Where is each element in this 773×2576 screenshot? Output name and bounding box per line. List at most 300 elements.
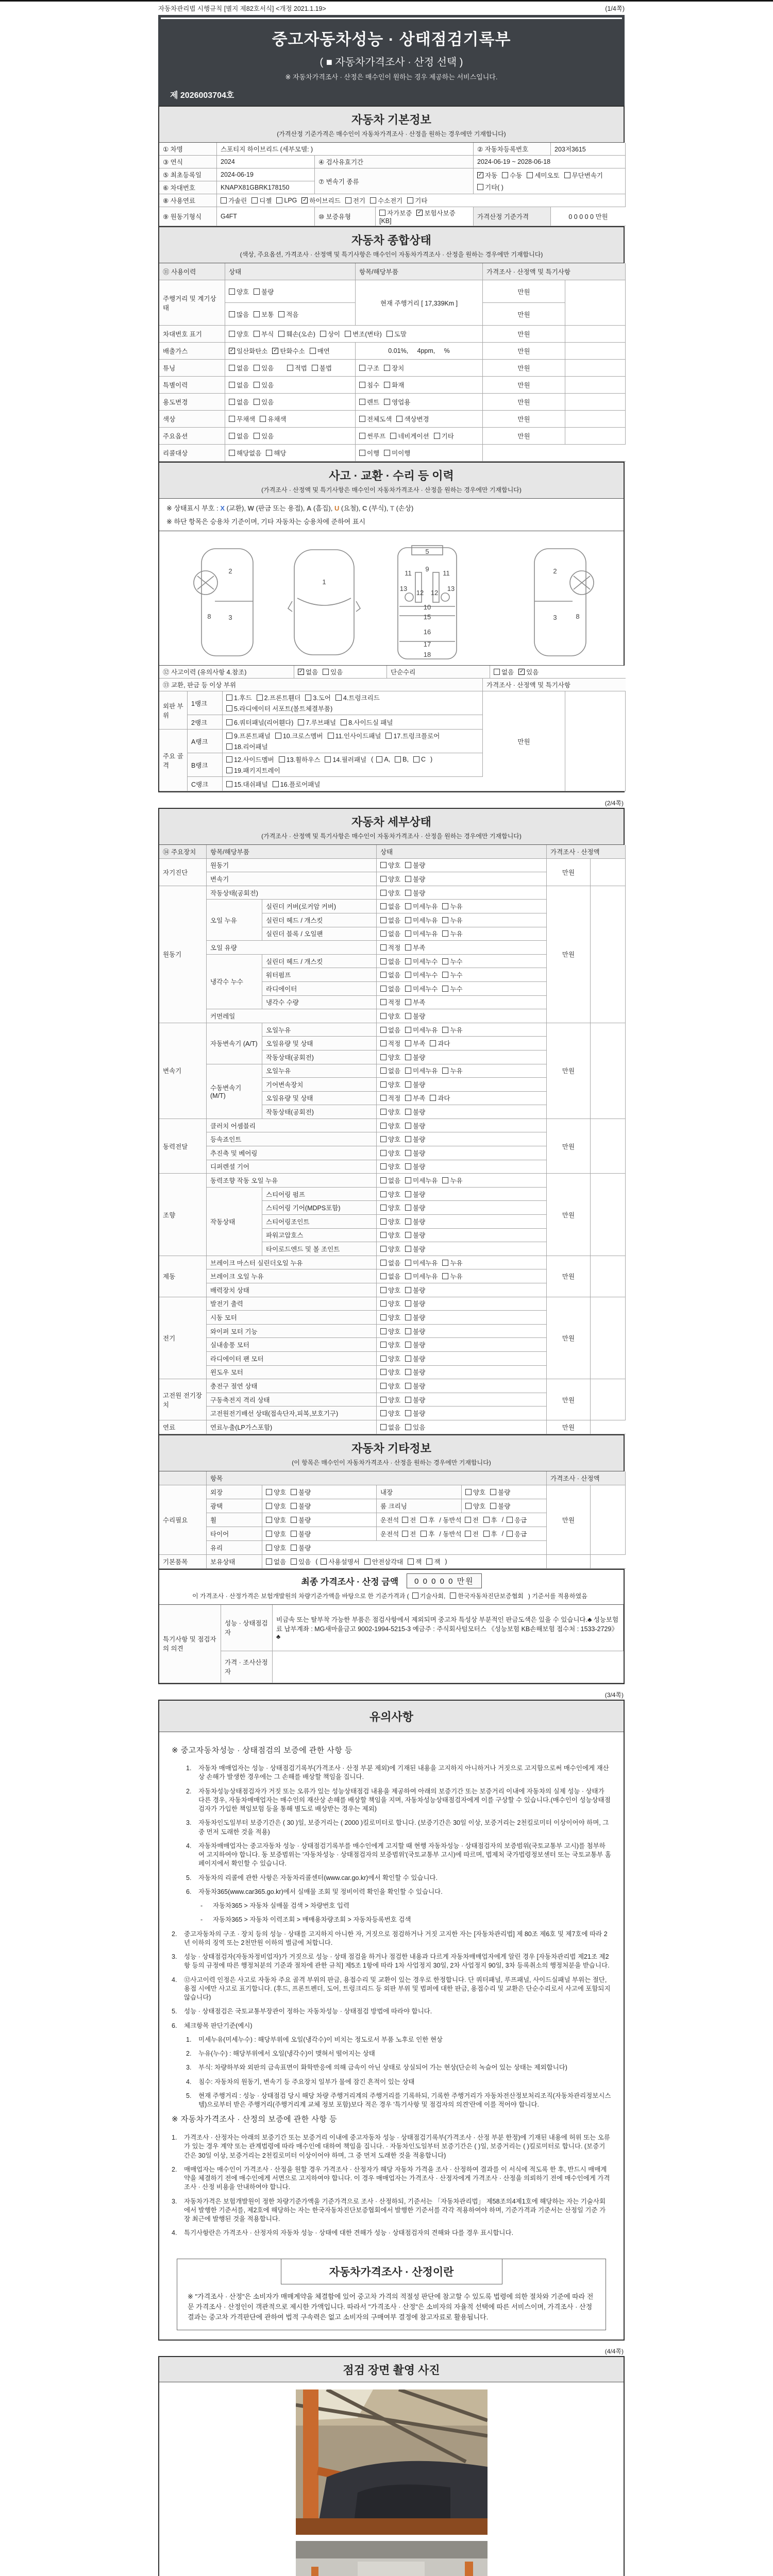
checkbox-없음[interactable]: 없음 [380,1025,400,1035]
notice-item: 1. 가격조사 · 산정자는 아래의 보증기간 또는 보증거리 이내에 중고자동차 성능 · 상태점검기록부(가격조사 · 산정 부분 한정)에 기재된 내용에 허위 또는 오류가 있는 경우 계약 또는 관계법령에 따라 매수인에 대하여 책임을 집니다. · 자동차인도일부터 보증기간은 ( )일, 보증거리는 ( )킬로미터로 합니다. (보증기간은 30일 이상, 보증거리는 2천킬로미터 이상이어야 하며, 그 중 먼저 도래한 것을 적용합니다) [172,2134,610,2159]
amount-cell: 만원 [547,1119,591,1174]
checkbox-양호[interactable]: 양호 [380,1299,400,1308]
checkbox-없음[interactable]: 없음 [229,397,249,406]
checkbox-양호[interactable]: 양호 [380,860,400,870]
checkbox-해당없음[interactable]: 해당없음 [229,448,261,457]
page-top-border [0,0,773,2]
row-label: 작동상태(공회전) [207,886,377,900]
checkbox-cell [223,753,483,777]
checkbox-양호[interactable]: 양호 [229,287,249,296]
checkbox-없음[interactable]: 없음 [494,667,514,676]
car-diagram-box [159,531,624,665]
checkbox-색상변경[interactable]: 색상변경 [396,414,429,423]
checkbox-보험사보증[interactable]: ✓ 보험사보증 [417,210,456,217]
checkbox-1.후드[interactable]: 1.후드 [226,693,252,702]
checkbox-있음[interactable]: 있음 [291,1557,311,1566]
checkbox-부식[interactable]: 부식 [254,329,274,338]
checkbox-불량[interactable]: 불량 [405,1230,425,1240]
checkbox-과다[interactable]: 과다 [430,1093,450,1103]
checkbox-미세누유[interactable]: 미세누유 [405,1066,438,1075]
checkbox-3.도어[interactable]: 3.도어 [305,693,331,702]
checkbox-불량[interactable]: 불량 [405,1354,425,1363]
checkbox-양호[interactable]: 양호 [380,1190,400,1199]
checkbox-보통[interactable]: 보통 [254,310,274,319]
row-label: 윈도우 모터 [207,1366,377,1380]
checkbox-불량[interactable]: 불량 [405,1285,425,1295]
note-cell [591,1174,626,1256]
group-label: 1랭크 [188,691,223,715]
checkbox-수소전기[interactable]: 수소전기 [370,196,402,205]
checkbox-불량[interactable]: 불량 [405,888,425,897]
notice-item: 3. 성능 · 상태점검자(자동차정비업자)가 거짓으로 성능 · 상태 점검을 하거나 점검한 내용과 다르게 자동차매매업자에게 알린 경우 [자동차관리법 제21조 제2항 등의 규정에 따른 행정처분의 기준과 절차에 관한 규칙] 제5조 1항에 따라 1차 사업정지 30일, 2차 사업정지 90일, 3차 등록취소의 행정처분을 받습니다. [172,1953,610,1970]
checkbox-양호[interactable]: 양호 [380,1217,400,1226]
checkbox-cell [377,1366,547,1380]
checkbox-불량[interactable]: 불량 [405,1203,425,1212]
svg-text:10: 10 [423,603,431,611]
checkbox-누유[interactable]: 누유 [442,1066,462,1075]
value-cell: 2024-06-19 [217,168,315,181]
checkbox-13.휠하우스[interactable]: 13.휠하우스 [279,755,321,764]
checkbox-하이브리드[interactable]: ✓ 하이브리드 [303,197,341,205]
checkbox-2.프론트휀더[interactable]: 2.프론트휀더 [257,693,301,702]
checkbox-양호[interactable]: 양호 [380,1285,400,1295]
checkbox-일산화탄소[interactable]: ✓ 일산화탄소 [229,348,268,355]
checkbox-미세누수[interactable]: 미세누수 [405,970,438,979]
row-label: 단순수리 [387,666,490,679]
checkbox-자가보증[interactable]: 자가보증 [379,208,412,217]
checkbox-cell [223,777,483,791]
value-cell: KNAPX81GBRK178150 [217,181,315,194]
checkbox-불량[interactable]: 불량 [405,1217,425,1226]
checkbox-누유[interactable]: 누유 [442,929,462,938]
checkbox-불량[interactable]: 불량 [490,1501,510,1511]
checkbox-없음[interactable]: 없음 [380,1258,400,1267]
checkbox-cell [356,360,483,377]
checkbox-불량[interactable]: 불량 [405,1395,425,1404]
checkbox-불량[interactable]: 불량 [405,1409,425,1418]
checkbox-양호[interactable]: 양호 [380,1409,400,1418]
checkbox-불량[interactable]: 불량 [405,874,425,884]
column-header: 상태 [225,263,356,280]
checkbox-전체도색[interactable]: 전체도색 [359,414,392,423]
checkbox-네비게이션[interactable]: 네비게이션 [390,431,429,440]
overall-title: 자동차 종합상태 [351,234,431,247]
checkbox-과다[interactable]: 과다 [430,1039,450,1048]
checkbox-후[interactable]: 후 [483,1529,497,1538]
checkbox-불량[interactable]: 불량 [405,1053,425,1062]
checkbox-있음[interactable]: 있음 [323,667,343,676]
checkbox-불량[interactable]: 불량 [405,1244,425,1253]
row-label: 스티어링 펌프 [262,1188,377,1201]
checkbox-18.리어패널[interactable]: 18.리어패널 [226,742,268,751]
checkbox-있음[interactable]: 있음 [254,397,274,406]
checkbox-이행[interactable]: 이행 [359,448,379,457]
checkbox-전[interactable]: 전 [402,1515,416,1524]
checkbox-15.대쉬패널[interactable]: 15.대쉬패널 [226,779,268,789]
checkbox-후[interactable]: 후 [421,1529,434,1538]
row-label: 변속기 [207,872,377,886]
checkbox-적정[interactable]: 적정 [380,997,400,1007]
checkbox-있음[interactable]: 있음 [405,1422,425,1432]
checkbox-부족[interactable]: 부족 [405,943,425,952]
checkbox-12.사이드멤버[interactable]: 12.사이드멤버 [226,755,274,764]
checkbox-양호[interactable]: 양호 [465,1501,485,1511]
checkbox-양호[interactable]: 양호 [266,1487,286,1497]
checkbox-가솔린[interactable]: 가솔린 [221,196,247,205]
checkbox-없음[interactable]: ✓ 없음 [298,669,318,676]
checkbox-양호[interactable]: 양호 [266,1529,286,1538]
checkbox-불량[interactable]: 불량 [405,1381,425,1391]
checkbox-5.라디에이터 서포트(볼트체결부품)[interactable]: 5.라디에이터 서포트(볼트체결부품) [226,704,332,713]
checkbox-전[interactable]: 전 [465,1529,479,1538]
checkbox-많음[interactable]: 많음 [229,310,249,319]
checkbox-양호[interactable]: 양호 [380,1121,400,1130]
amount-cell: 만원 [483,280,565,303]
checkbox-14.필러패널[interactable]: 14.필러패널 [325,755,366,764]
group-label: 기본품목 [159,1555,207,1569]
checkbox-침수[interactable]: 침수 [359,380,379,389]
checkbox-영업용[interactable]: 영업용 [384,397,410,406]
checkbox-매연[interactable]: 매연 [310,346,330,355]
checkbox-없음[interactable]: 없음 [380,984,400,993]
row-label: 오일누유 [262,1023,377,1037]
checkbox-cell [377,1201,547,1215]
checkbox-상이[interactable]: 상이 [320,329,340,338]
checkbox-불량[interactable]: 불량 [291,1529,311,1538]
checkbox-미세누유[interactable]: 미세누유 [405,1272,438,1281]
checkbox-적정[interactable]: 적정 [380,1039,400,1048]
checkbox-양호[interactable]: 양호 [380,1313,400,1322]
checkbox-불량[interactable]: 불량 [405,1011,425,1021]
checkbox-불량[interactable]: 불량 [291,1501,311,1511]
checkbox-도말[interactable]: 도말 [386,329,407,338]
checkbox-잭[interactable]: 잭 [426,1557,440,1566]
row-label: 라디에이터 팬 모터 [207,1352,377,1366]
amount-cell: 만원 [547,859,591,886]
underbody-side-member-left [415,572,422,602]
notice-item: 6. 체크항목 판단기준(예시) [172,2022,253,2029]
row-label: 가격 · 조사산정자 [221,1651,273,1683]
checkbox-양호[interactable]: 양호 [380,1134,400,1144]
checkbox-cell [225,326,483,343]
document-title: 중고자동차성능 · 상태점검기록부 [272,30,511,48]
checkbox-양호[interactable]: 양호 [380,1354,400,1363]
notice-heading: ※ 중고자동차성능 · 상태점검의 보증에 관한 사항 등 [172,1745,353,1755]
checkbox-후[interactable]: 후 [421,1515,434,1524]
checkbox-양호[interactable]: 양호 [380,1327,400,1336]
checkbox-장치[interactable]: 장치 [384,363,404,372]
amount-cell: 만원 [547,1420,591,1434]
checkbox-잭[interactable]: 잭 [408,1557,422,1566]
document-number: 제 2026003704호 [170,91,234,100]
checkbox-17.트렁크플로어[interactable]: 17.트렁크플로어 [385,731,440,740]
checkbox-미세누유[interactable]: 미세누유 [405,1176,438,1185]
checkbox-cell [225,303,356,326]
checkbox-B,[interactable]: B, [395,756,409,763]
checkbox-양호[interactable]: 양호 [380,1230,400,1240]
notice-item: 2. 누유(누수) : 해당부위에서 오일(냉각수)이 맺혀서 떨어지는 상태 [186,2050,375,2058]
checkbox-없음[interactable]: 없음 [380,1066,400,1075]
checkbox-16.플로어패널[interactable]: 16.플로어패널 [273,779,321,789]
checkbox-세미오토[interactable]: 세미오토 [527,171,559,180]
section-title-accident [159,463,624,499]
section-title-photos [159,2357,624,2382]
checkbox-미세누유[interactable]: 미세누유 [405,902,438,911]
basic-info-table [159,143,624,226]
checkbox-양호[interactable]: 양호 [380,874,400,884]
checkbox-불량[interactable]: 불량 [291,1543,311,1552]
checkbox-양호[interactable]: 양호 [380,1011,400,1021]
checkbox-불량[interactable]: 불량 [405,1190,425,1199]
checkbox-불량[interactable]: 불량 [405,1080,425,1089]
checkbox-양호[interactable]: 양호 [380,1053,400,1062]
checkbox-LPG[interactable]: LPG [276,197,297,204]
checkbox-없음[interactable]: 없음 [266,1557,286,1566]
checkbox-유채색[interactable]: 유채색 [260,414,286,423]
checkbox-기타[interactable]: 기타 [407,196,427,205]
checkbox-9.프론트패널[interactable]: 9.프론트패널 [226,731,271,740]
checkbox-없음[interactable]: 없음 [380,929,400,938]
checkbox-없음[interactable]: 없음 [229,363,249,372]
checkbox-10.크로스멤버[interactable]: 10.크로스멤버 [275,731,323,740]
value-cell: 0.01%, 4ppm, % [356,343,483,360]
checkbox-양호[interactable]: 양호 [380,1148,400,1158]
checkbox-기타( )[interactable]: 기타( ) [477,182,503,192]
checkbox-자동[interactable]: ✓ 자동 [478,172,498,180]
svg-text:13: 13 [447,585,455,592]
amount-cell: 만원 [483,343,565,360]
checkbox-불량[interactable]: 불량 [405,1134,425,1144]
inline-text: ) 기준서를 적용하였음 [528,1592,587,1600]
checkbox-불량[interactable]: 불량 [291,1515,311,1524]
section-accident-history [158,462,625,792]
section-photos [158,2356,625,2576]
checkbox-양호[interactable]: 양호 [380,1107,400,1116]
checkbox-전[interactable]: 전 [465,1515,479,1524]
checkbox-적법[interactable]: 적법 [287,363,307,372]
row-label: ⑫ 사고이력 (유의사항 4.참조) [159,666,294,679]
checkbox-불량[interactable]: 불량 [405,860,425,870]
checkbox-없음[interactable]: 없음 [380,902,400,911]
checkbox-미세누유[interactable]: 미세누유 [405,929,438,938]
checkbox-화재[interactable]: 화재 [384,380,404,389]
group-label: 동력전달 [159,1119,207,1174]
page-number-1: (1/4쪽) [605,5,625,12]
accident-subtitle: (가격조사 · 산정액 및 특기사항은 매수인이 자동차가격조사 · 산정을 원하는 경우에만 기재합니다) [261,486,522,494]
row-label: ⑩ 보증유형 [315,207,376,226]
checkbox-cell [225,377,356,394]
checkbox-양호[interactable]: 양호 [380,888,400,897]
checkbox-전[interactable]: 전 [402,1529,416,1538]
checkbox-불량[interactable]: 불량 [254,287,274,296]
checkbox-부족[interactable]: 부족 [405,1039,425,1048]
checkbox-응급[interactable]: 응급 [507,1515,527,1524]
checkbox-6.쿼터패널(리어휀다)[interactable]: 6.쿼터패널(리어휀다) [226,718,293,727]
checkbox-없음[interactable]: 없음 [380,916,400,925]
column-header: 항목/해당부품 [356,263,483,280]
column-header: 항목/해당부품 [207,845,377,859]
checkbox-cell [377,982,547,996]
checkbox-없음[interactable]: 없음 [380,1176,400,1185]
checkbox-미세누유[interactable]: 미세누유 [405,1025,438,1035]
checkbox-적음[interactable]: 적음 [278,310,298,319]
checkbox-불량[interactable]: 불량 [490,1487,510,1497]
checkbox-양호[interactable]: 양호 [380,1395,400,1404]
checkbox-누유[interactable]: 누유 [442,1272,462,1281]
amount-cell: 만원 [483,691,565,791]
checkbox-불량[interactable]: 불량 [405,1107,425,1116]
checkbox-미세누유[interactable]: 미세누유 [405,1258,438,1267]
svg-text:5: 5 [425,548,429,555]
row-label: 작동상태(공회전) [262,1105,377,1119]
checkbox-있음[interactable]: ✓ 있음 [519,669,539,676]
checkbox-부족[interactable]: 부족 [405,1093,425,1103]
checkbox-양호[interactable]: 양호 [229,329,249,338]
row-label: 동력조향 작동 오일 누유 [207,1174,377,1188]
checkbox-누유[interactable]: 누유 [442,1025,462,1035]
checkbox-기타[interactable]: 기타 [434,431,454,440]
checkbox-전기[interactable]: 전기 [345,196,365,205]
checkbox-미세누유[interactable]: 미세누유 [405,916,438,925]
checkbox-없음[interactable]: 없음 [380,1272,400,1281]
amount-cell: 만원 [483,360,565,377]
checkbox-구조[interactable]: 구조 [359,363,379,372]
checkbox-없음[interactable]: 없음 [229,431,249,440]
checkbox-누유[interactable]: 누유 [442,1258,462,1267]
section-final-price [158,1569,625,1684]
checkbox-적정[interactable]: 적정 [380,1093,400,1103]
checkbox-응급[interactable]: 응급 [507,1529,527,1538]
checkbox-렌트[interactable]: 렌트 [359,397,379,406]
checkbox-있음[interactable]: 있음 [254,431,274,440]
checkbox-4.트렁크리드[interactable]: 4.트렁크리드 [335,693,380,702]
checkbox-양호[interactable]: 양호 [380,1244,400,1253]
checkbox-한국자동차진단보증협회[interactable]: 한국자동차진단보증협회 [450,1591,524,1600]
checkbox-미세누수[interactable]: 미세누수 [405,984,438,993]
checkbox-적정[interactable]: 적정 [380,943,400,952]
section-basic-info [158,106,625,227]
checkbox-무채색[interactable]: 무채색 [229,414,255,423]
checkbox-무단변속기[interactable]: 무단변속기 [564,171,603,180]
section-overall-condition [158,226,625,463]
checkbox-11.인사이드패널[interactable]: 11.인사이드패널 [328,731,381,740]
value-cell: 203저3615 [551,143,626,156]
group-label: 색상 [159,411,225,428]
checkbox-양호[interactable]: 양호 [380,1367,400,1377]
notice-item: 4. 침수: 자동차의 원동기, 변속기 등 주요장치 일부가 물에 잠긴 흔적이 있는 상태 [186,2078,415,2086]
checkbox-8.사이드실 패널[interactable]: 8.사이드실 패널 [341,718,393,727]
checkbox-cell [225,343,356,360]
checkbox-해당[interactable]: 해당 [266,448,286,457]
price-info-text: ※ "가격조사 · 산정"은 소비자가 매매계약을 체결함에 있어 중고차 가격의 적절성 판단에 참고할 수 있도록 법령에 의한 절차와 기준에 따라 전문 가격조사 · 산정인이 객관적으로 제시한 가액입니다. 따라서 "가격조사 · 산정"은 소비자의 자율적 선택에 따른 서비스이며, 가격조사 · 산정 결과는 중고차 가격판단에 관하여 법적 구속력은 없고 소비자의 구매여부 결정에 참고자료로 활용됩니다. [188,2292,594,2321]
note-cell [565,428,626,445]
checkbox-양호[interactable]: 양호 [266,1501,286,1511]
checkbox-없음[interactable]: 없음 [380,970,400,979]
checkbox-cell [294,666,387,679]
checkbox-불량[interactable]: 불량 [291,1487,311,1497]
legend-code: (부식), [367,504,391,512]
checkbox-C[interactable]: C [413,756,426,763]
checkbox-누유[interactable]: 누유 [442,902,462,911]
checkbox-없음[interactable]: 없음 [380,1422,400,1432]
svg-text:13: 13 [399,585,408,592]
checkbox-안전삼각대[interactable]: 안전삼각대 [364,1557,403,1566]
checkbox-수동[interactable]: 수동 [502,171,522,180]
checkbox-누수[interactable]: 누수 [442,984,462,993]
checkbox-디젤[interactable]: 디젤 [251,196,272,205]
checkbox-cell [376,207,474,226]
checkbox-양호[interactable]: 양호 [266,1543,286,1552]
legend-code: (교환), [224,504,248,512]
checkbox-누유[interactable]: 누유 [442,916,462,925]
checkbox-불량[interactable]: 불량 [405,1121,425,1130]
notice-item: 5. 현재 주행거리 : 성능 · 상태점검 당시 해당 차량 주행거리계의 주행거리를 기록하되, 기록한 주행거리가 자동차전산정보처리조직(자동차관리정보시스템)으로부터 받은 주행거리(주행거리계 교체 정보 포함)보다 적은 경우 '특기사항 및 점검자의 의견'란에 이를 적어야 합니다. [186,2092,611,2109]
checkbox-불량[interactable]: 불량 [405,1313,425,1322]
checkbox-19.패키지트레이[interactable]: 19.패키지트레이 [226,766,280,775]
checkbox-미세누수[interactable]: 미세누수 [405,957,438,966]
checkbox-불량[interactable]: 불량 [405,1148,425,1158]
checkbox-불법[interactable]: 불법 [312,363,332,372]
checkbox-cell [225,411,356,428]
inspection-photo-rear [296,2541,488,2576]
checkbox-누수[interactable]: 누수 [442,957,462,966]
document-header [158,15,625,107]
checkbox-양호[interactable]: 양호 [380,1381,400,1391]
checkbox-변조(변타)[interactable]: 변조(변타) [345,329,382,338]
checkbox-cell [377,1420,547,1434]
checkbox-불량[interactable]: 불량 [405,1340,425,1349]
checkbox-불량[interactable]: 불량 [405,1162,425,1171]
checkbox-양호[interactable]: 양호 [380,1162,400,1171]
checkbox-탄화수소[interactable]: ✓ 탄화수소 [273,348,305,355]
checkbox-cell [462,1485,547,1499]
checkbox-후[interactable]: 후 [483,1515,497,1524]
checkbox-없음[interactable]: 없음 [229,380,249,389]
checkbox-기술사회,[interactable]: 기술사회, [412,1591,446,1600]
checkbox-있음[interactable]: 있음 [254,363,274,372]
row-label: 클러치 어셈블리 [207,1119,377,1133]
checkbox-양호[interactable]: 양호 [380,1340,400,1349]
checkbox-A,[interactable]: A, [376,756,390,763]
checkbox-누유[interactable]: 누유 [442,1176,462,1185]
checkbox-7.루브패널[interactable]: 7.루브패널 [298,718,336,727]
checkbox-누수[interactable]: 누수 [442,970,462,979]
checkbox-양호[interactable]: 양호 [465,1487,485,1497]
checkbox-cell [377,1325,547,1338]
checkbox-훼손(오손)[interactable]: 훼손(오손) [278,329,315,338]
checkbox-양호[interactable]: 양호 [266,1515,286,1524]
checkbox-불량[interactable]: 불량 [405,1327,425,1336]
checkbox-불량[interactable]: 불량 [405,1299,425,1308]
checkbox-양호[interactable]: 양호 [380,1080,400,1089]
checkbox-없음[interactable]: 없음 [380,957,400,966]
checkbox-cell [356,411,483,428]
checkbox-불량[interactable]: 불량 [405,1367,425,1377]
checkbox-cell [474,168,626,194]
checkbox-cell [377,1242,547,1256]
checkbox-미이행[interactable]: 미이행 [384,448,410,457]
checkbox-있음[interactable]: 있음 [254,380,274,389]
checkbox-cell [377,859,547,873]
row-label: 실린더 헤드 / 개스킷 [262,955,377,969]
svg-text:12: 12 [430,589,439,597]
checkbox-썬루프[interactable]: 썬루프 [359,431,385,440]
checkbox-양호[interactable]: 양호 [380,1203,400,1212]
checkbox-사용설명서[interactable]: 사용설명서 [321,1557,359,1566]
row-label: 원동기 [207,859,377,873]
checkbox-부족[interactable]: 부족 [405,997,425,1007]
document-page [158,4,625,2576]
